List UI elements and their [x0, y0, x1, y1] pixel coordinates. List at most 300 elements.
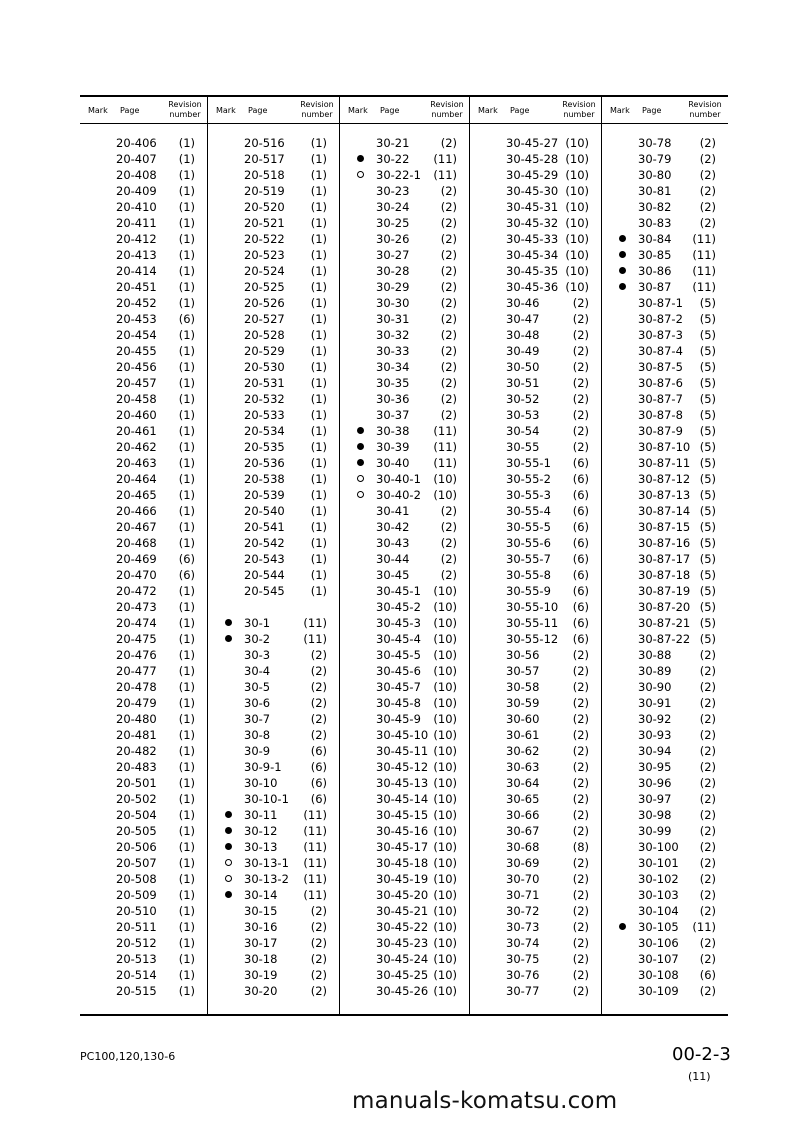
page-cell: 20-480 — [116, 712, 157, 726]
table-row — [340, 743, 469, 759]
revision-cell: (10) — [565, 248, 589, 262]
revision-cell: (1) — [178, 792, 195, 806]
page-cell: 20-528 — [244, 328, 285, 342]
revision-cell: (11) — [692, 232, 716, 246]
page-cell: 20-408 — [116, 168, 157, 182]
page-cell: 30-21 — [376, 136, 410, 150]
table-row — [80, 375, 207, 391]
page-cell: 20-451 — [116, 280, 157, 294]
table-row — [80, 935, 207, 951]
revision-cell: (6) — [310, 760, 327, 774]
header-mark: Mark — [348, 106, 368, 115]
filled-circle-mark-icon — [617, 263, 627, 279]
revision-cell: (1) — [310, 296, 327, 310]
page-cell: 30-41 — [376, 504, 410, 518]
table-row — [80, 439, 207, 455]
revision-cell: (1) — [310, 184, 327, 198]
filled-circle-mark-icon — [617, 231, 627, 247]
table-row — [602, 263, 728, 279]
table-row — [340, 167, 469, 183]
revision-cell: (5) — [699, 344, 716, 358]
table-row — [470, 919, 601, 935]
table-row — [208, 823, 339, 839]
page-cell: 30-45-36 — [506, 280, 559, 294]
page-cell: 30-45-14 — [376, 792, 429, 806]
page-cell: 30-9-1 — [244, 760, 282, 774]
revision-cell: (2) — [440, 536, 457, 550]
table-row — [80, 231, 207, 247]
revision-cell: (10) — [565, 152, 589, 166]
revision-cell: (2) — [310, 696, 327, 710]
page-cell: 30-101 — [638, 856, 679, 870]
page-cell: 20-464 — [116, 472, 157, 486]
revision-cell: (1) — [178, 136, 195, 150]
revision-cell: (2) — [440, 216, 457, 230]
page-cell: 30-87-22 — [638, 632, 691, 646]
page-cell: 30-45-8 — [376, 696, 421, 710]
page-cell: 20-510 — [116, 904, 157, 918]
revision-cell: (2) — [699, 680, 716, 694]
page-cell: 30-87-5 — [638, 360, 683, 374]
page-cell: 30-109 — [638, 984, 679, 998]
page-cell: 30-55-11 — [506, 616, 559, 630]
table-row — [602, 903, 728, 919]
table-row — [80, 855, 207, 871]
table-row — [602, 423, 728, 439]
table-row — [340, 343, 469, 359]
filled-circle-mark-icon — [355, 455, 365, 471]
table-row — [602, 535, 728, 551]
table-row — [470, 743, 601, 759]
page-cell: 30-87-1 — [638, 296, 683, 310]
table-row — [340, 775, 469, 791]
page-cell: 20-540 — [244, 504, 285, 518]
revision-cell: (1) — [178, 184, 195, 198]
page-cell: 30-45-2 — [376, 600, 421, 614]
table-row — [340, 215, 469, 231]
revision-cell: (1) — [310, 328, 327, 342]
revision-cell: (2) — [699, 648, 716, 662]
revision-cell: (2) — [440, 232, 457, 246]
table-row — [602, 679, 728, 695]
page-cell: 30-65 — [506, 792, 540, 806]
revision-cell: (11) — [303, 872, 327, 886]
header-mark: Mark — [88, 106, 108, 115]
revision-cell: (5) — [699, 408, 716, 422]
page-cell: 30-2 — [244, 632, 271, 646]
page-cell: 30-13-1 — [244, 856, 289, 870]
revision-cell: (2) — [440, 328, 457, 342]
revision-cell: (1) — [310, 552, 327, 566]
table-row — [470, 615, 601, 631]
table-row — [208, 839, 339, 855]
revision-cell: (2) — [572, 648, 589, 662]
revision-cell: (11) — [303, 824, 327, 838]
page-cell: 30-45-1 — [376, 584, 421, 598]
page-cell: 20-527 — [244, 312, 285, 326]
revision-cell: (10) — [433, 696, 457, 710]
page-cell: 30-45-11 — [376, 744, 429, 758]
table-row — [208, 679, 339, 695]
page-cell: 30-13-2 — [244, 872, 289, 886]
table-row — [208, 711, 339, 727]
revision-cell: (1) — [178, 152, 195, 166]
revision-cell: (11) — [433, 168, 457, 182]
revision-cell: (6) — [572, 456, 589, 470]
page-cell: 30-25 — [376, 216, 410, 230]
revision-cell: (1) — [178, 744, 195, 758]
open-circle-mark-icon — [355, 471, 365, 487]
table-row — [340, 183, 469, 199]
page-cell: 30-58 — [506, 680, 540, 694]
revision-cell: (10) — [565, 232, 589, 246]
table-row — [80, 343, 207, 359]
revision-cell: (6) — [178, 552, 195, 566]
page-cell: 30-55-1 — [506, 456, 551, 470]
revision-cell: (2) — [699, 200, 716, 214]
revision-cell: (5) — [699, 312, 716, 326]
table-row — [340, 839, 469, 855]
page-cell: 30-55-5 — [506, 520, 551, 534]
page-cell: 30-105 — [638, 920, 679, 934]
revision-cell: (2) — [572, 792, 589, 806]
revision-cell: (5) — [699, 488, 716, 502]
page-cell: 30-38 — [376, 424, 410, 438]
page-cell: 20-519 — [244, 184, 285, 198]
header-revision: Revision number — [430, 100, 464, 119]
page-cell: 30-30 — [376, 296, 410, 310]
page-cell: 30-107 — [638, 952, 679, 966]
table-row — [208, 151, 339, 167]
page-cell: 20-509 — [116, 888, 157, 902]
header-page: Page — [642, 106, 662, 115]
page-cell: 20-411 — [116, 216, 157, 230]
page-cell: 30-27 — [376, 248, 410, 262]
revision-cell: (2) — [572, 344, 589, 358]
page-cell: 30-9 — [244, 744, 271, 758]
revision-cell: (5) — [699, 584, 716, 598]
table-row — [470, 311, 601, 327]
revision-cell: (11) — [692, 264, 716, 278]
table-row — [208, 567, 339, 583]
revision-cell: (1) — [178, 456, 195, 470]
page-cell: 30-87-10 — [638, 440, 691, 454]
revision-cell: (10) — [433, 712, 457, 726]
revision-cell: (11) — [692, 920, 716, 934]
revision-cell: (1) — [310, 264, 327, 278]
page-cell: 30-87-6 — [638, 376, 683, 390]
page-cell: 20-474 — [116, 616, 157, 630]
revision-cell: (5) — [699, 600, 716, 614]
table-row — [340, 919, 469, 935]
page-cell: 30-45-20 — [376, 888, 429, 902]
table-column — [602, 97, 728, 1016]
revision-cell: (2) — [440, 312, 457, 326]
revision-cell: (10) — [433, 872, 457, 886]
revision-cell: (1) — [178, 952, 195, 966]
page-cell: 30-11 — [244, 808, 278, 822]
page-cell: 30-3 — [244, 648, 271, 662]
table-row — [80, 263, 207, 279]
table-row — [470, 359, 601, 375]
revision-cell: (2) — [310, 984, 327, 998]
table-row — [340, 871, 469, 887]
page-cell: 20-526 — [244, 296, 285, 310]
page-cell: 30-55-10 — [506, 600, 559, 614]
page-cell: 30-91 — [638, 696, 672, 710]
page-cell: 20-468 — [116, 536, 157, 550]
revision-cell: (11) — [433, 424, 457, 438]
table-row — [340, 967, 469, 983]
page-cell: 30-54 — [506, 424, 540, 438]
table-row — [602, 807, 728, 823]
open-circle-mark-icon — [223, 871, 233, 887]
revision-cell: (1) — [178, 440, 195, 454]
page-cell: 30-77 — [506, 984, 540, 998]
revision-cell: (1) — [178, 664, 195, 678]
page-cell: 30-45-13 — [376, 776, 429, 790]
table-row — [340, 599, 469, 615]
table-row — [470, 775, 601, 791]
open-circle-mark-icon — [223, 855, 233, 871]
table-row — [340, 247, 469, 263]
page-cell: 20-406 — [116, 136, 157, 150]
revision-cell: (2) — [699, 744, 716, 758]
revision-cell: (6) — [572, 632, 589, 646]
revision-cell: (10) — [433, 792, 457, 806]
table-row — [340, 983, 469, 999]
revision-cell: (10) — [433, 968, 457, 982]
filled-circle-mark-icon — [223, 839, 233, 855]
table-row — [208, 983, 339, 999]
page-cell: 30-31 — [376, 312, 410, 326]
revision-cell: (2) — [572, 728, 589, 742]
revision-cell: (2) — [310, 968, 327, 982]
revision-cell: (2) — [440, 200, 457, 214]
table-row — [470, 135, 601, 151]
revision-cell: (2) — [699, 696, 716, 710]
page-cell: 30-45-34 — [506, 248, 559, 262]
table-row — [340, 791, 469, 807]
table-row — [340, 711, 469, 727]
page-cell: 30-55-12 — [506, 632, 559, 646]
revision-cell: (1) — [178, 904, 195, 918]
page-cell: 30-87-8 — [638, 408, 683, 422]
revision-cell: (6) — [310, 776, 327, 790]
revision-cell: (10) — [433, 728, 457, 742]
revision-cell: (1) — [178, 648, 195, 662]
page-cell: 30-50 — [506, 360, 540, 374]
revision-cell: (10) — [433, 760, 457, 774]
revision-cell: (1) — [178, 680, 195, 694]
page-cell: 30-15 — [244, 904, 278, 918]
page-cell: 20-529 — [244, 344, 285, 358]
revision-cell: (2) — [440, 296, 457, 310]
table-row — [340, 631, 469, 647]
page-cell: 30-45-10 — [376, 728, 429, 742]
revision-cell: (2) — [310, 936, 327, 950]
table-row — [208, 631, 339, 647]
page-cell: 30-45-18 — [376, 856, 429, 870]
revision-cell: (2) — [572, 440, 589, 454]
revision-cell: (2) — [572, 968, 589, 982]
table-row — [80, 919, 207, 935]
table-row — [340, 199, 469, 215]
revision-cell: (1) — [178, 296, 195, 310]
page-cell: 30-20 — [244, 984, 278, 998]
page-cell: 30-62 — [506, 744, 540, 758]
table-row — [340, 503, 469, 519]
table-row — [208, 887, 339, 903]
page-cell: 30-10-1 — [244, 792, 289, 806]
table-row — [470, 439, 601, 455]
table-row — [208, 311, 339, 327]
revision-cell: (1) — [178, 616, 195, 630]
page-cell: 30-55 — [506, 440, 540, 454]
revision-cell: (5) — [699, 296, 716, 310]
page-cell: 30-67 — [506, 824, 540, 838]
table-row — [602, 151, 728, 167]
page-cell: 30-45-32 — [506, 216, 559, 230]
table-row — [602, 231, 728, 247]
revision-cell: (2) — [699, 136, 716, 150]
page-cell: 30-87-16 — [638, 536, 691, 550]
revision-cell: (10) — [433, 600, 457, 614]
table-row — [602, 919, 728, 935]
filled-circle-mark-icon — [223, 887, 233, 903]
page-cell: 30-104 — [638, 904, 679, 918]
page-cell: 20-530 — [244, 360, 285, 374]
table-row — [340, 231, 469, 247]
page-cell: 30-60 — [506, 712, 540, 726]
page-cell: 20-473 — [116, 600, 157, 614]
page-cell: 30-33 — [376, 344, 410, 358]
revision-cell: (1) — [178, 840, 195, 854]
revision-cell: (1) — [310, 472, 327, 486]
page-cell: 30-45-27 — [506, 136, 559, 150]
page-cell: 30-45-21 — [376, 904, 429, 918]
page-cell: 30-55-2 — [506, 472, 551, 486]
revision-cell: (1) — [310, 200, 327, 214]
revision-cell: (2) — [440, 408, 457, 422]
table-row — [470, 823, 601, 839]
table-row — [80, 599, 207, 615]
revision-cell: (11) — [692, 280, 716, 294]
page-cell: 20-534 — [244, 424, 285, 438]
page-cell: 30-48 — [506, 328, 540, 342]
table-row — [470, 343, 601, 359]
page-cell: 30-23 — [376, 184, 410, 198]
page-cell: 20-469 — [116, 552, 157, 566]
revision-cell: (2) — [699, 184, 716, 198]
revision-cell: (10) — [433, 920, 457, 934]
table-row — [80, 503, 207, 519]
page-cell: 20-533 — [244, 408, 285, 422]
table-row — [602, 183, 728, 199]
page-cell: 20-517 — [244, 152, 285, 166]
page-cell: 20-543 — [244, 552, 285, 566]
page-cell: 30-99 — [638, 824, 672, 838]
revision-cell: (5) — [699, 616, 716, 630]
page-cell: 20-542 — [244, 536, 285, 550]
page-cell: 30-45-4 — [376, 632, 421, 646]
revision-cell: (2) — [572, 664, 589, 678]
revision-cell: (1) — [310, 536, 327, 550]
revision-cell: (1) — [178, 408, 195, 422]
revision-cell: (6) — [572, 488, 589, 502]
page-cell: 30-45-17 — [376, 840, 429, 854]
page-cell: 30-14 — [244, 888, 278, 902]
page-cell: 20-545 — [244, 584, 285, 598]
table-row — [470, 167, 601, 183]
revision-cell: (1) — [178, 872, 195, 886]
revision-cell: (2) — [572, 296, 589, 310]
revision-cell: (1) — [178, 600, 195, 614]
revision-cell: (1) — [178, 376, 195, 390]
revision-cell: (2) — [572, 696, 589, 710]
revision-cell: (2) — [440, 376, 457, 390]
page-cell: 20-508 — [116, 872, 157, 886]
table-row — [80, 759, 207, 775]
page-cell: 30-95 — [638, 760, 672, 774]
revision-cell: (2) — [699, 984, 716, 998]
table-row — [340, 295, 469, 311]
page-cell: 30-103 — [638, 888, 679, 902]
table-row — [470, 855, 601, 871]
table-row — [470, 487, 601, 503]
table-row — [208, 775, 339, 791]
table-row — [208, 375, 339, 391]
table-row — [80, 359, 207, 375]
page-cell: 20-501 — [116, 776, 157, 790]
revision-cell: (2) — [440, 184, 457, 198]
revision-cell: (1) — [178, 504, 195, 518]
table-row — [602, 743, 728, 759]
revision-cell: (1) — [310, 344, 327, 358]
table-row — [470, 263, 601, 279]
table-row — [208, 247, 339, 263]
table-row — [208, 423, 339, 439]
table-row — [208, 359, 339, 375]
revision-cell: (5) — [699, 328, 716, 342]
page-cell: 30-36 — [376, 392, 410, 406]
revision-cell: (1) — [178, 168, 195, 182]
page-cell: 30-98 — [638, 808, 672, 822]
revision-cell: (10) — [433, 936, 457, 950]
table-row — [602, 407, 728, 423]
page-cell: 30-45-25 — [376, 968, 429, 982]
table-row — [208, 487, 339, 503]
revision-cell: (2) — [310, 920, 327, 934]
table-row — [602, 519, 728, 535]
table-row — [340, 279, 469, 295]
revision-cell: (2) — [310, 728, 327, 742]
table-row — [602, 215, 728, 231]
page-cell: 30-45-33 — [506, 232, 559, 246]
revision-cell: (2) — [572, 936, 589, 950]
table-row — [602, 935, 728, 951]
page-cell: 30-72 — [506, 904, 540, 918]
revision-cell: (2) — [572, 712, 589, 726]
table-row — [602, 247, 728, 263]
revision-cell: (6) — [572, 568, 589, 582]
page-cell: 30-13 — [244, 840, 278, 854]
table-row — [470, 551, 601, 567]
page-cell: 30-49 — [506, 344, 540, 358]
page-cell: 30-57 — [506, 664, 540, 678]
table-row — [602, 983, 728, 999]
table-row — [208, 903, 339, 919]
